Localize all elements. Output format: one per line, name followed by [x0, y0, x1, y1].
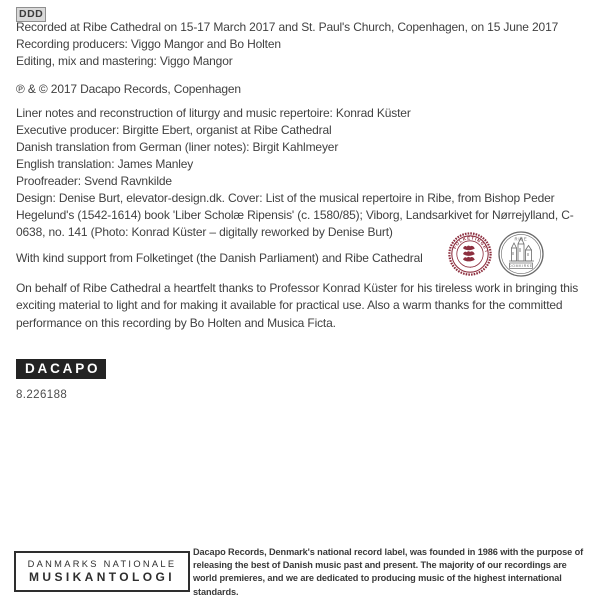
anthology-line1: DANMARKS NATIONALE	[27, 559, 177, 569]
executive-producer-credit: Executive producer: Birgitte Ebert, organist at Ribe Cathedral	[16, 123, 332, 137]
ribe-seal-top-label: RIBE	[514, 236, 528, 242]
english-translation-credit: English translation: James Manley	[16, 157, 194, 171]
proofreader-credit: Proofreader: Svend Ravnkilde	[16, 174, 172, 188]
folketinget-seal-icon	[448, 232, 492, 276]
three-lions-emblem	[463, 246, 475, 262]
recorded-at-line: Recorded at Ribe Cathedral on 15-17 March 2017 and St. Paul's Church, Copenhagen, on 15 June 2017	[16, 20, 559, 34]
ribe-cathedral-seal	[497, 230, 545, 278]
copyright-line: ℗ & © 2017 Dacapo Records, Copenhagen	[16, 82, 241, 96]
dacapo-logo: DACAPO	[16, 359, 106, 379]
thanks-paragraph: On behalf of Ribe Cathedral a heartfelt thanks to Professor Konrad Küster for his tireless work in bringing this exciting material to light and for making it available for practical use. Also a warm thanks for the committed performance on this recording by Bo Holten and Musica Ficta.	[16, 281, 579, 330]
credits-block	[16, 105, 596, 241]
support-line: With kind support from Folketinget (the Danish Parliament) and Ribe Cathedral	[16, 251, 423, 265]
recording-producers-line: Recording producers: Viggo Mangor and Bo Holten	[16, 37, 281, 51]
ribe-cathedral-seal-icon	[497, 230, 545, 278]
danmarks-nationale-musikantologi-logo	[14, 551, 190, 592]
liner-notes-credit: Liner notes and reconstruction of liturgy and music repertoire: Konrad Küster	[16, 106, 411, 120]
recording-info-block	[16, 19, 558, 70]
svg-text:· · · ·: · · · ·	[464, 260, 482, 270]
label-about-paragraph: Dacapo Records, Denmark's national record label, was founded in 1986 with the purpose of releasing the best of Danish music past and present. The majority of our recordings are world premieres, and we are dedicated to producing music of the highest international standards.	[193, 547, 584, 597]
folketinget-seal	[448, 232, 492, 276]
editing-mastering-line: Editing, mix and mastering: Viggo Mangor	[16, 54, 233, 68]
spars-code-badge: DDD	[16, 7, 46, 22]
ribe-seal-bottom-label: DOMKIRKE	[509, 264, 533, 268]
design-cover-credit: Design: Denise Burt, elevator-design.dk. Cover: List of the musical repertoire in Ribe, from Bishop Peder Hegelund's (1542-1614) book 'Liber Scholæ Ripensis' (c. 1580/85); Viborg, Landsarkivet for Nørrejylland, C-0638, no. 141 (Photo: Konrad Küster – digitally reworked by Denise Burt)	[16, 191, 574, 239]
catalog-number: 8.226188	[16, 389, 68, 401]
folketinget-seal-label: FOLKETINGET	[451, 235, 490, 254]
anthology-line2: MUSIKANTOLOGI	[29, 570, 175, 584]
danish-translation-credit: Danish translation from German (liner notes): Birgit Kahlmeyer	[16, 140, 339, 154]
